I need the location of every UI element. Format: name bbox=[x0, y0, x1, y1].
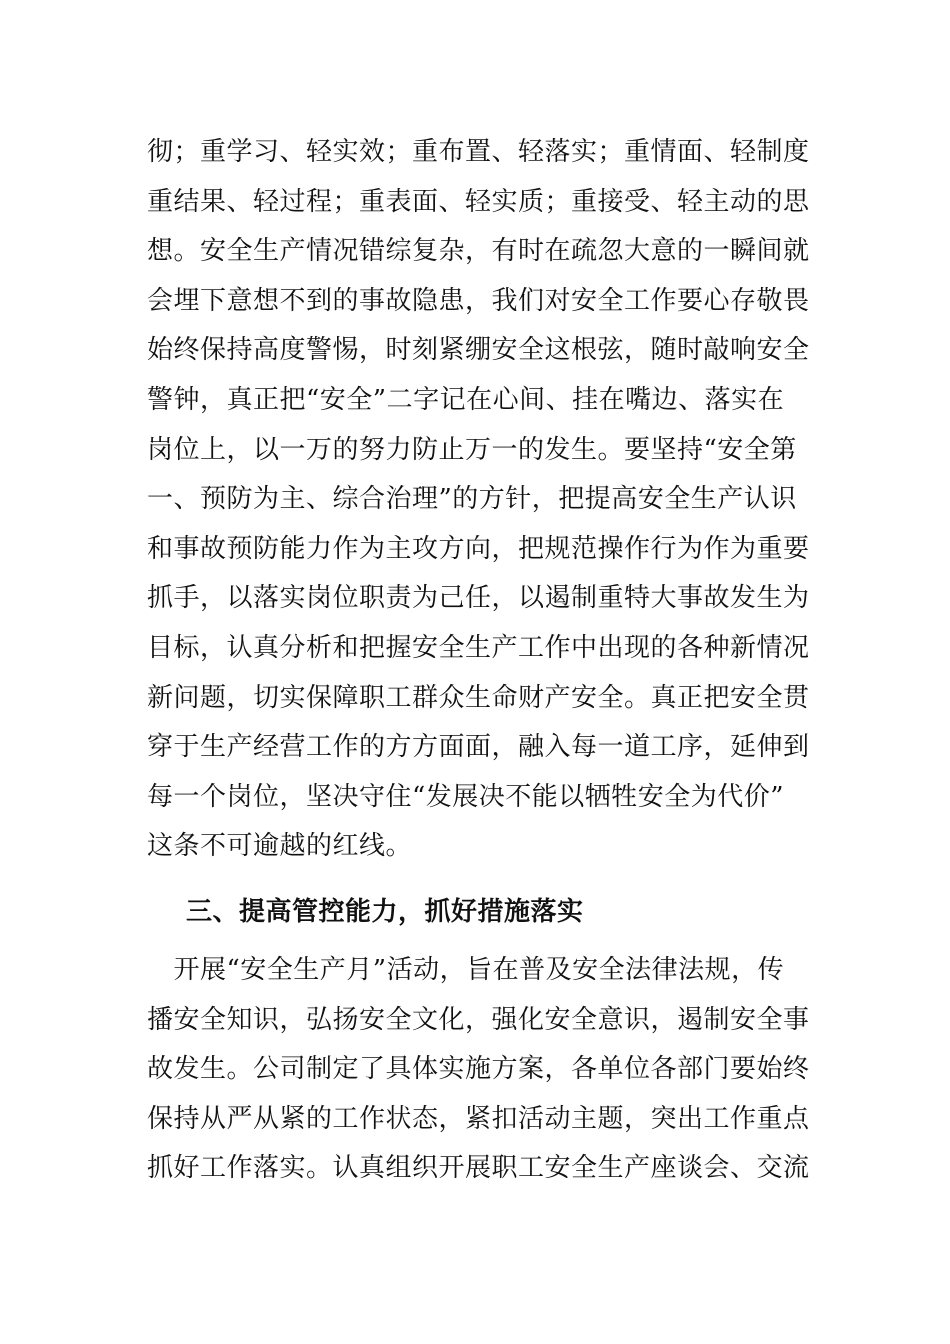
text-line: 开展“安全生产月”活动，旨在普及安全法律法规，传 bbox=[147, 955, 785, 985]
text-line: 穿于生产经营工作的方方面面，融入每一道工序，延伸到 bbox=[147, 732, 810, 763]
text-line: 播安全知识，弘扬安全文化，强化安全意识，遏制安全事 bbox=[147, 1004, 810, 1035]
text-line: 故发生。公司制定了具体实施方案，各单位各部门要始终 bbox=[147, 1054, 810, 1085]
text-line: 岗位上，以一万的努力防止万一的发生。要坚持“安全第 bbox=[147, 434, 797, 465]
text-line: 抓好工作落实。认真组织开展职工安全生产座谈会、交流 bbox=[147, 1153, 810, 1184]
paragraph-safety-awareness bbox=[147, 128, 810, 872]
text-line: 想。安全生产情况错综复杂，有时在疏忽大意的一瞬间就 bbox=[147, 236, 810, 267]
text-line: 这条不可逾越的红线。 bbox=[147, 831, 413, 862]
text-line: 和事故预防能力作为主攻方向，把规范操作行为作为重要 bbox=[147, 533, 810, 564]
text-line: 彻；重学习、轻实效；重布置、轻落实；重情面、轻制度 bbox=[147, 137, 810, 167]
section-heading: 三、提高管控能力，抓好措施落实 bbox=[186, 897, 584, 927]
text-line: 警钟，真正把“安全”二字记在心间、挂在嘴边、落实在 bbox=[147, 384, 785, 415]
text-line: 每一个岗位，坚决守住“发展决不能以牺牲安全为代价” bbox=[147, 781, 785, 812]
text-line: 保持从严从紧的工作状态，紧扣活动主题，突出工作重点 bbox=[147, 1103, 810, 1134]
text-line: 新问题，切实保障职工群众生命财产安全。真正把安全贯 bbox=[147, 682, 810, 713]
text-line: 目标，认真分析和把握安全生产工作中出现的各种新情况 bbox=[147, 632, 810, 663]
paragraph-safety-month bbox=[147, 946, 810, 1194]
text-line: 会埋下意想不到的事故隐患，我们对安全工作要心存敬畏 bbox=[147, 285, 810, 316]
text-line: 一、预防为主、综合治理”的方针，把提高安全生产认识 bbox=[147, 484, 797, 515]
text-line: 抓手，以落实岗位职责为己任，以遏制重特大事故发生为 bbox=[147, 583, 810, 614]
text-line: 始终保持高度警惕，时刻紧绷安全这根弦，随时敲响安全 bbox=[147, 335, 810, 366]
text-line: 重结果、轻过程；重表面、轻实质；重接受、轻主动的思 bbox=[147, 186, 810, 217]
